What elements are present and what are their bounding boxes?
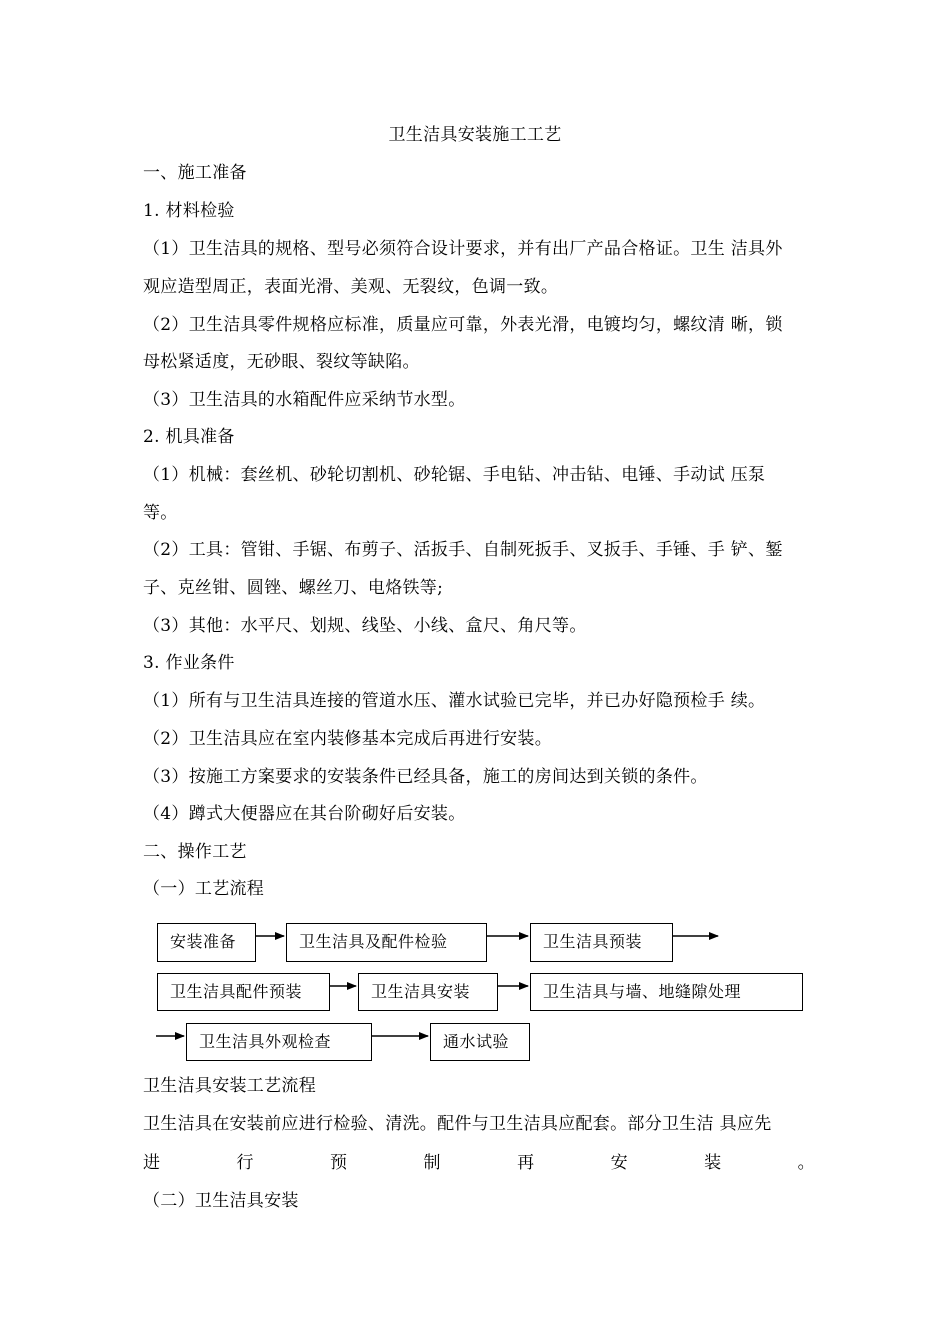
paragraph-line: 观应造型周正，表面光滑、美观、无裂纹，色调一致。 [143,277,559,297]
paragraph-line: （1）所有与卫生洁具连接的管道水压、灌水试验已完毕，并已办好隐预检手 续。 [143,691,766,711]
flow-step: 通水试验 [430,1023,530,1061]
paragraph-justified-line [143,1151,815,1175]
flow-step: 安装准备 [157,923,256,962]
flow-caption: 卫生洁具安装工艺流程 [143,1076,316,1096]
paragraph-line: （2）卫生洁具应在室内装修基本完成后再进行安装。 [143,729,553,749]
justified-char: 。 [797,1153,815,1173]
justified-char: 制 [423,1153,441,1173]
subsection-installation: （二）卫生洁具安装 [143,1191,299,1211]
flow-step: 卫生洁具与墙、地缝隙处理 [530,973,803,1011]
flow-step: 卫生洁具安装 [358,973,498,1011]
section-heading-2: 二、操作工艺 [143,842,247,862]
justified-char: 再 [517,1153,535,1173]
justified-char: 行 [236,1153,254,1173]
paragraph-line: （3）卫生洁具的水箱配件应采纳节水型。 [143,390,466,410]
subsection-process-flow: （一）工艺流程 [143,879,265,899]
subsection-materials: 1. 材料检验 [143,201,235,221]
justified-char: 安 [610,1153,628,1173]
subsection-conditions: 3. 作业条件 [143,653,235,673]
flow-step: 卫生洁具及配件检验 [286,923,487,962]
document-title: 卫生洁具安装施工工艺 [388,125,562,145]
justified-char: 进 [143,1153,161,1173]
paragraph-line: （2）工具：管钳、手锯、布剪子、活扳手、自制死扳手、叉扳手、手锤、手 铲、錾 [143,540,783,560]
justified-char: 预 [330,1153,348,1173]
subsection-tools: 2. 机具准备 [143,427,235,447]
paragraph-line: 子、克丝钳、圆锉、螺丝刀、电烙铁等; [143,578,444,598]
paragraph-line: （2）卫生洁具零件规格应标准，质量应可靠，外表光滑，电镀均匀，螺纹清 晰，锁 [143,315,783,335]
paragraph-line: （3）其他：水平尺、划规、线坠、小线、盒尺、角尺等。 [143,616,587,636]
paragraph-line: （4）蹲式大便器应在其台阶砌好后安装。 [143,804,466,824]
flow-step: 卫生洁具配件预装 [157,973,330,1011]
paragraph-line: 卫生洁具在安装前应进行检验、清洗。配件与卫生洁具应配套。部分卫生洁 具应先 [143,1114,772,1134]
flow-step: 卫生洁具预装 [530,923,673,962]
paragraph-line: 等。 [143,503,178,523]
section-heading-1: 一、施工准备 [143,163,247,183]
flow-step: 卫生洁具外观检查 [186,1023,372,1061]
paragraph-line: （1）机械：套丝机、砂轮切割机、砂轮锯、手电钻、冲击钻、电锤、手动试 压泵 [143,465,766,485]
paragraph-line: 母松紧适度，无砂眼、裂纹等缺陷。 [143,352,420,372]
justified-char: 装 [704,1153,722,1173]
paragraph-line: （3）按施工方案要求的安装条件已经具备，施工的房间达到关锁的条件。 [143,767,708,787]
paragraph-line: （1）卫生洁具的规格、型号必须符合设计要求，并有出厂产品合格证。卫生 洁具外 [143,239,783,259]
